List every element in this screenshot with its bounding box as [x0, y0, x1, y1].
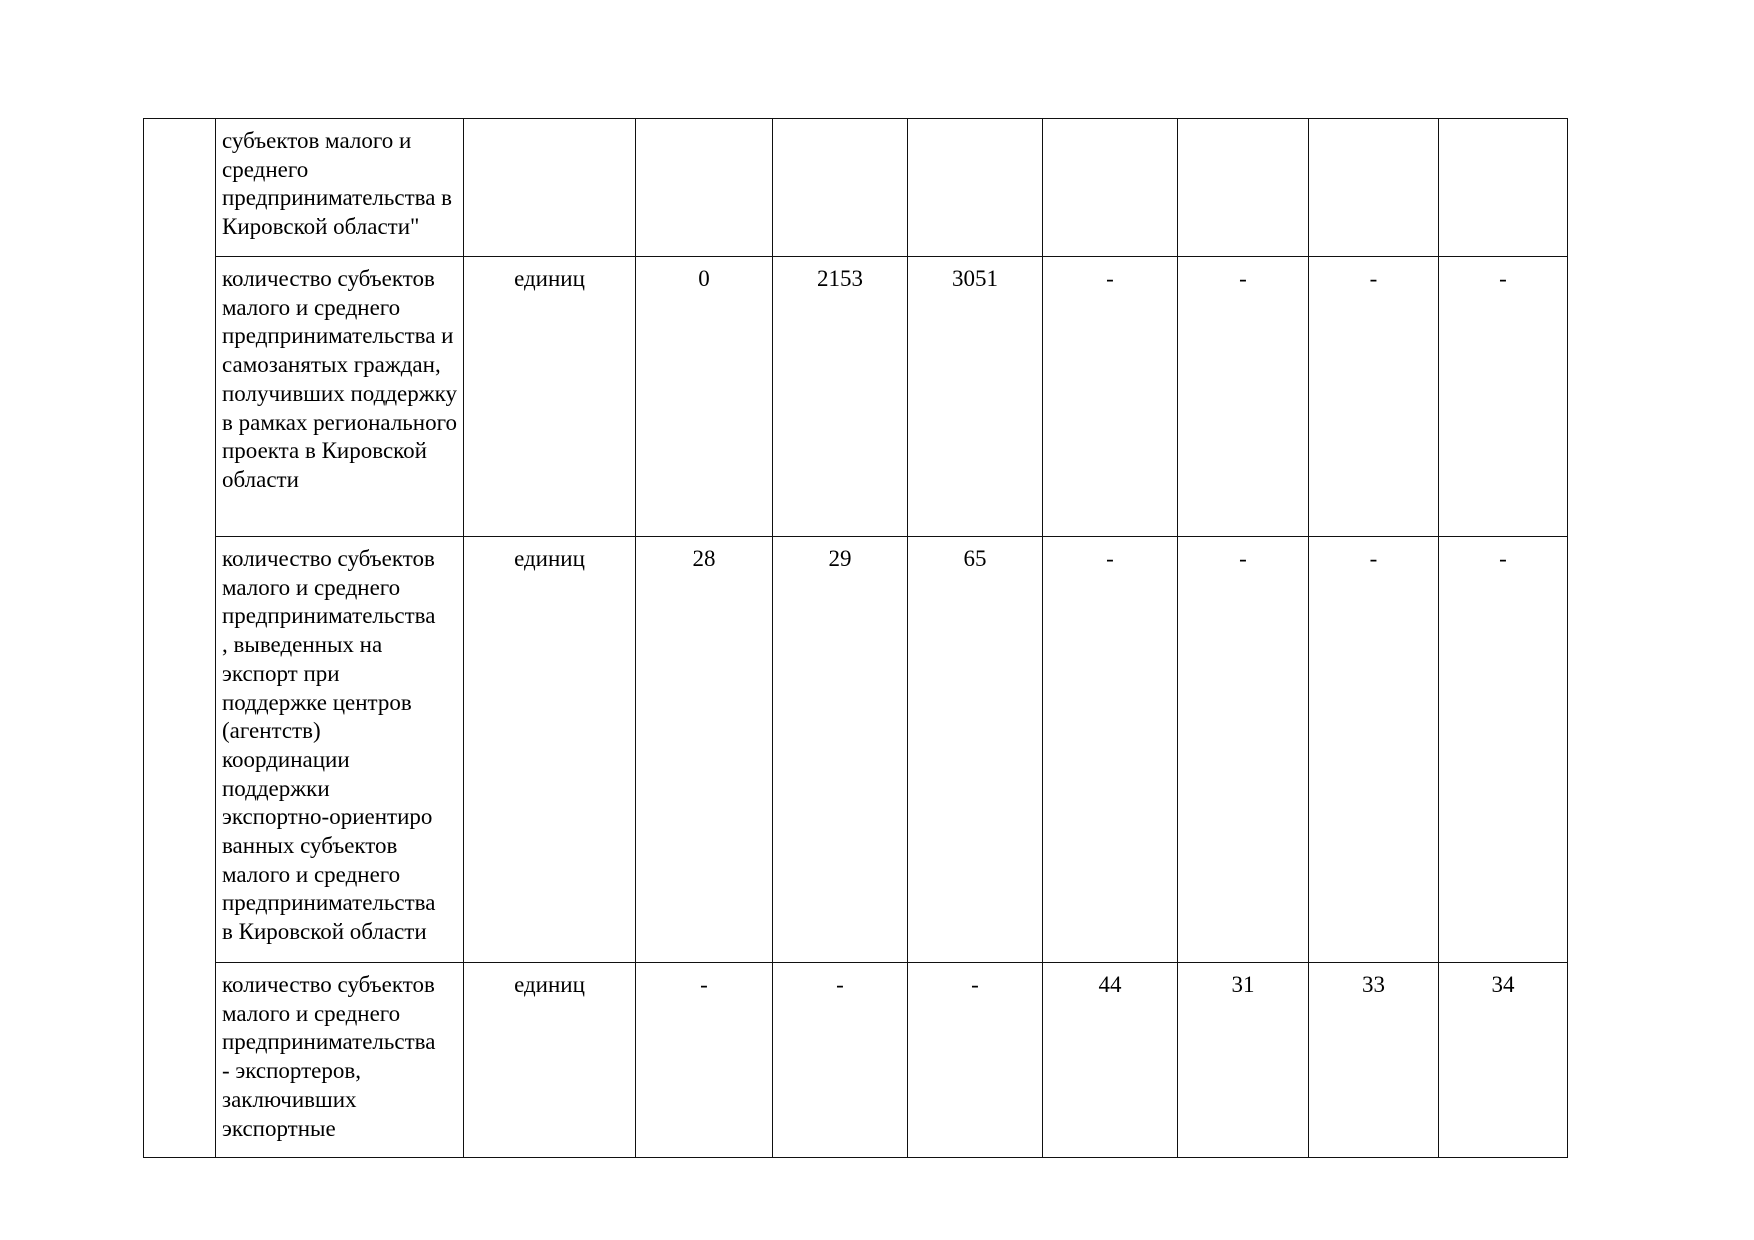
table-row — [144, 257, 1568, 537]
indicator-line: (агентств) — [222, 718, 321, 744]
indicator-cell — [216, 963, 464, 1158]
value-cell — [1178, 119, 1309, 257]
indicator-cell — [216, 537, 464, 963]
indicator-line: предпринимательства — [222, 890, 436, 916]
indicator-line: в Кировской области — [222, 919, 427, 945]
indicator-line: заключивших — [222, 1086, 357, 1112]
table-row — [144, 119, 1568, 257]
indicator-line: , выведенных на — [222, 632, 383, 658]
indicator-text: субъектов малого и среднего предпринимательства в Кировской области" — [222, 128, 453, 240]
value-cell: 31 — [1178, 963, 1309, 1158]
value-cell: 0 — [636, 257, 773, 537]
indicator-line: поддержки — [222, 775, 330, 801]
value-cell — [1439, 119, 1568, 257]
unit-cell: единиц — [464, 963, 636, 1158]
value-cell: - — [1043, 257, 1178, 537]
indicator-line: малого и среднего — [222, 574, 401, 600]
value-cell — [908, 119, 1043, 257]
value-cell: - — [1043, 537, 1178, 963]
value-cell — [773, 119, 908, 257]
indicator-line: ванных субъектов — [222, 833, 398, 859]
value-cell: 44 — [1043, 963, 1178, 1158]
value-cell: - — [908, 963, 1043, 1158]
value-cell: - — [773, 963, 908, 1158]
value-cell — [1309, 119, 1439, 257]
unit-cell — [464, 119, 636, 257]
value-cell: - — [1178, 537, 1309, 963]
indicator-line: экспорт при — [222, 660, 340, 686]
value-cell: 33 — [1309, 963, 1439, 1158]
value-cell: - — [636, 963, 773, 1158]
indicators-table — [143, 118, 1568, 1158]
indicator-line: экспортные — [222, 1115, 336, 1141]
indicator-line: предпринимательства — [222, 1029, 436, 1055]
unit-cell: единиц — [464, 257, 636, 537]
value-cell: 34 — [1439, 963, 1568, 1158]
value-cell: - — [1309, 537, 1439, 963]
indicator-line: количество субъектов — [222, 972, 435, 997]
value-cell: - — [1439, 257, 1568, 537]
value-cell — [636, 119, 773, 257]
value-cell: 2153 — [773, 257, 908, 537]
value-cell: 29 — [773, 537, 908, 963]
indicator-line: - экспортеров, — [222, 1058, 361, 1084]
value-cell: - — [1439, 537, 1568, 963]
indicator-line: экспортно-ориентиро — [222, 804, 433, 830]
table-row — [144, 537, 1568, 963]
indicator-line: поддержке центров — [222, 689, 412, 715]
value-cell: 65 — [908, 537, 1043, 963]
value-cell — [1043, 119, 1178, 257]
value-cell: - — [1178, 257, 1309, 537]
number-cell — [144, 119, 216, 1158]
value-cell: 28 — [636, 537, 773, 963]
indicator-line: малого и среднего — [222, 861, 401, 887]
unit-cell: единиц — [464, 537, 636, 963]
indicator-line: координации — [222, 746, 350, 772]
indicator-line: количество субъектов — [222, 546, 435, 571]
indicator-cell — [216, 119, 464, 257]
value-cell: 3051 — [908, 257, 1043, 537]
indicator-line: малого и среднего — [222, 1000, 401, 1026]
value-cell: - — [1309, 257, 1439, 537]
table-row — [144, 963, 1568, 1158]
indicator-line: предпринимательства — [222, 603, 436, 629]
indicator-cell — [216, 257, 464, 537]
indicator-text: количество субъектов малого и среднего предпринимательства и самозанятых граждан, получивших поддержку в рамках регионального проекта в Кировской области — [222, 266, 457, 492]
